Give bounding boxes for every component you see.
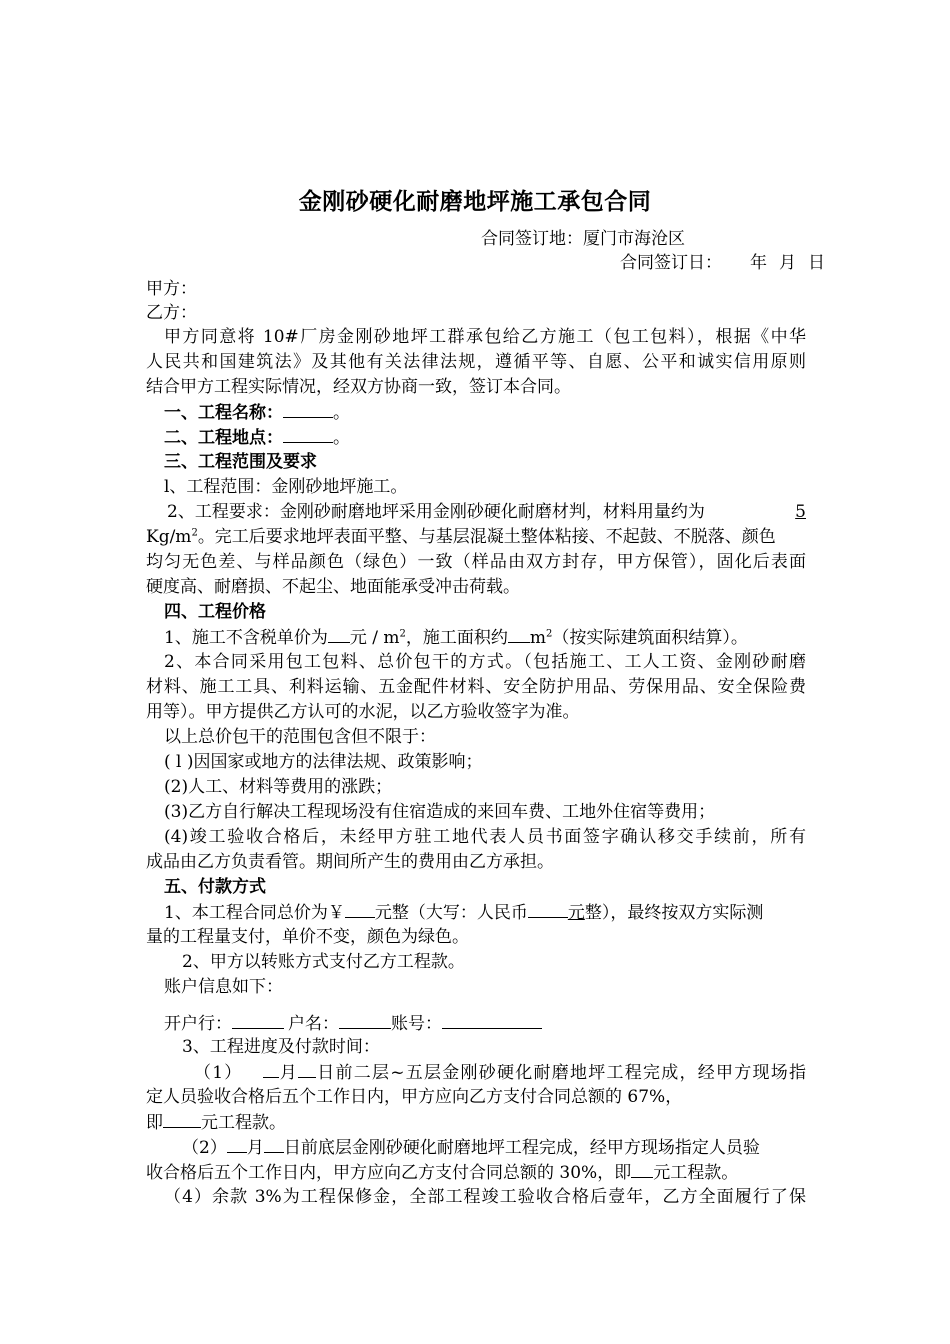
section-2-label: 二、工程地点： bbox=[164, 428, 283, 448]
sign-date-label: 合同签订日： bbox=[620, 253, 722, 273]
payment-2-line-1 bbox=[182, 1135, 806, 1160]
section-5-account-fields bbox=[164, 1011, 542, 1036]
intro-line-2: 人民共和国建筑法》及其他有关法律法规，遵循平等、自愿、公平和诚实信用原则 bbox=[146, 352, 806, 372]
total-price-blank[interactable] bbox=[345, 900, 375, 918]
section-4-unit-price bbox=[164, 625, 748, 650]
section-4-lump-sum-line-3: 用等）。甲方提供乙方认可的水泥，以乙方验收签字为准。 bbox=[146, 702, 580, 722]
total-price-text: 1、本工程合同总价为￥ bbox=[164, 903, 345, 923]
material-amount: 5 bbox=[795, 502, 806, 522]
section-5-account-info: 账户信息如下： bbox=[164, 977, 283, 997]
payment-1-text: 日前二层~五层金刚砂硬化耐磨地坪工程完成，经甲方现场指 bbox=[316, 1063, 806, 1083]
payment-1-month-blank[interactable] bbox=[263, 1060, 279, 1078]
section-4-scope-intro: 以上总价包干的范围包含但不限于： bbox=[164, 727, 436, 747]
payment-1-number: （1） bbox=[194, 1063, 243, 1083]
payment-1-line-1 bbox=[194, 1060, 806, 1085]
account-number-label: 账号： bbox=[391, 1014, 442, 1034]
section-4-item-4-line-2: 成品由乙方负责看管。期间所产生的费用由乙方承担。 bbox=[146, 852, 554, 872]
section-1-label: 一、工程名称： bbox=[164, 403, 283, 423]
superscript: 2 bbox=[545, 628, 553, 640]
payment-2-suffix: 元工程款。 bbox=[653, 1163, 739, 1183]
section-3-requirement-line-1 bbox=[167, 500, 806, 524]
payment-1-line-3 bbox=[146, 1110, 286, 1135]
account-number-field[interactable] bbox=[442, 1011, 542, 1029]
intro-line-1: 甲方同意将 10#厂房金刚砂地坪工群承包给乙方施工（包工包料），根据《中华 bbox=[164, 327, 806, 347]
payment-1-suffix: 元工程款。 bbox=[201, 1113, 286, 1133]
sign-date-month: 月 bbox=[779, 253, 796, 273]
unit-kg-m: Kg/m bbox=[146, 527, 192, 547]
area-blank[interactable] bbox=[508, 625, 530, 643]
section-4-item-1: ( l )因国家或地方的法律法规、政策影响； bbox=[164, 752, 483, 772]
section-4-lump-sum-line-1: 2、本合同采用包工包料、总价包干的方式。（包括施工、工人工资、金刚砂耐磨 bbox=[164, 652, 806, 672]
unit-price-blank[interactable] bbox=[328, 625, 350, 643]
payment-2-line-2 bbox=[146, 1160, 738, 1185]
section-5-transfer: 2、甲方以转账方式支付乙方工程款。 bbox=[182, 952, 465, 972]
requirement-text: 2、工程要求：金刚砂耐磨地坪采用金刚砂硬化耐磨材判，材料用量约为 bbox=[167, 502, 705, 522]
section-5-title: 五、付款方式 bbox=[164, 877, 266, 897]
section-5-schedule-title: 3、工程进度及付款时间： bbox=[182, 1037, 380, 1057]
account-name-label: 户名： bbox=[288, 1014, 339, 1034]
section-2-project-location bbox=[164, 425, 350, 450]
section-5-total-price-line-2: 量的工程量支付，单价不变，颜色为绿色。 bbox=[146, 927, 469, 947]
requirement-text: 。完工后要求地坪表面平整、与基层混凝土整体粘接、不起鼓、不脱落、颜色 bbox=[197, 527, 776, 547]
month: 月 bbox=[246, 1138, 264, 1158]
payment-1-prefix: 即 bbox=[146, 1113, 163, 1133]
section-3-scope: l、工程范围：金刚砂地坪施工。 bbox=[164, 477, 408, 497]
sign-date-day: 日 bbox=[808, 253, 825, 273]
payment-2-text: 日前底层金刚砂硬化耐磨地坪工程完成，经甲方现场指定人员验 bbox=[283, 1138, 760, 1158]
party-b: 乙方： bbox=[146, 303, 197, 323]
payment-1-amount-blank[interactable] bbox=[163, 1110, 201, 1128]
bank-label: 开户行： bbox=[164, 1014, 232, 1034]
sign-place-label: 合同签订地： bbox=[481, 229, 583, 249]
section-3-requirement-line-3: 均匀无色差、与样品颜色（绿色）一致（样品由双方封存，甲方保管），固化后表面 bbox=[146, 552, 806, 572]
price-text: 1、施工不含税单价为 bbox=[164, 628, 328, 648]
period: 。 bbox=[333, 428, 350, 448]
bank-field[interactable] bbox=[232, 1011, 284, 1029]
section-4-item-3: (3)乙方自行解决工程现场没有住宿造成的来回车费、工地外住宿等费用； bbox=[164, 802, 716, 822]
sign-place bbox=[481, 227, 685, 251]
section-4-lump-sum-line-2: 材料、施工工具、利料运输、五金配件材料、安全防护用品、劳保用品、安全保险费 bbox=[146, 677, 806, 697]
area-text: ，施工面积约 bbox=[405, 628, 508, 648]
section-5-total-price bbox=[164, 900, 806, 925]
sign-date bbox=[620, 251, 825, 275]
superscript: 2 bbox=[191, 527, 198, 539]
payment-1-day-blank[interactable] bbox=[298, 1060, 316, 1078]
sign-date-year: 年 bbox=[750, 253, 767, 273]
document-title: 金刚砂硬化耐磨地坪施工承包合同 bbox=[298, 188, 652, 215]
section-1-project-name bbox=[164, 400, 350, 425]
payment-2-day-blank[interactable] bbox=[264, 1135, 284, 1153]
total-price-caps-label: 元整（大写：人民币 bbox=[374, 903, 528, 923]
total-price-caps-blank[interactable] bbox=[528, 900, 568, 918]
period: 。 bbox=[333, 403, 350, 423]
section-4-title: 四、工程价格 bbox=[164, 602, 266, 622]
superscript: 2 bbox=[399, 628, 406, 640]
project-name-blank[interactable] bbox=[283, 400, 333, 418]
section-4-item-2: (2)人工、材料等费用的涨跌； bbox=[164, 777, 393, 797]
price-unit: 元 / m bbox=[349, 628, 400, 648]
area-note: （按实际建筑面积结算）。 bbox=[552, 628, 748, 648]
intro-line-3: 结合甲方工程实际情况，经双方协商一致，签订本合同。 bbox=[146, 377, 571, 397]
party-a: 甲方： bbox=[146, 279, 197, 299]
total-price-note: 整），最终按双方实际测 bbox=[584, 903, 764, 923]
payment-2-month-blank[interactable] bbox=[227, 1135, 247, 1153]
section-3-requirement-line-2 bbox=[146, 525, 806, 549]
payment-2-text-2: 收合格后五个工作日内，甲方应向乙方支付合同总额的 30%，即 bbox=[146, 1163, 632, 1183]
area-unit: m bbox=[529, 628, 546, 648]
section-3-requirement-line-4: 硬度高、耐磨损、不起尘、地面能承受冲击荷载。 bbox=[146, 577, 520, 597]
section-4-item-4-line-1: (4)竣工验收合格后，未经甲方驻工地代表人员书面签字确认移交手续前，所有 bbox=[164, 827, 806, 847]
section-3-title: 三、工程范围及要求 bbox=[164, 452, 317, 472]
month: 月 bbox=[278, 1063, 299, 1083]
payment-4-line-1: （4）余款 3%为工程保修金，全部工程竣工验收合格后壹年，乙方全面履行了保 bbox=[164, 1187, 806, 1207]
payment-1-line-2: 定人员验收合格后五个工作日内，甲方应向乙方支付合同总额的 67%， bbox=[146, 1087, 683, 1107]
project-location-blank[interactable] bbox=[283, 425, 333, 443]
payment-2-number: （2） bbox=[182, 1138, 227, 1158]
account-name-field[interactable] bbox=[339, 1011, 391, 1029]
sign-place-value: 厦门市海沧区 bbox=[583, 229, 685, 249]
payment-2-amount-blank[interactable] bbox=[631, 1160, 653, 1178]
yuan: 元 bbox=[567, 903, 585, 923]
